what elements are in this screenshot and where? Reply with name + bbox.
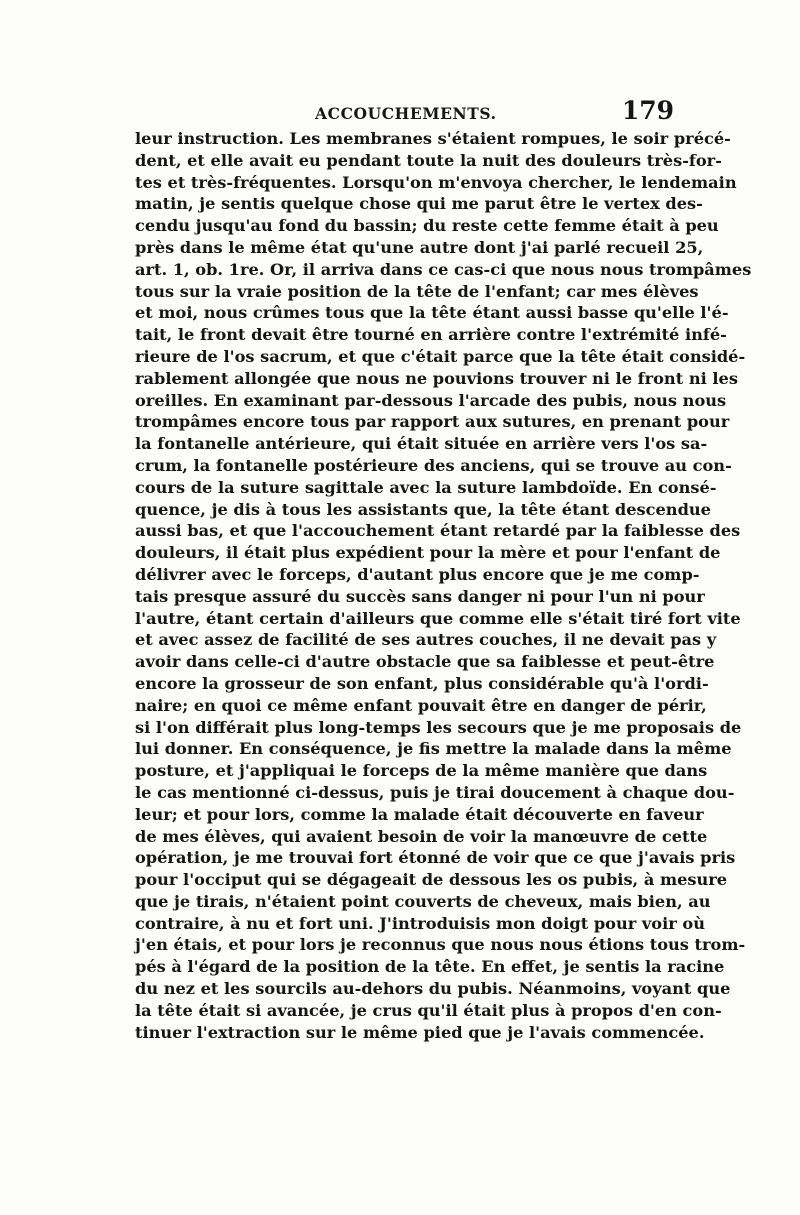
- text-line: le cas mentionné ci-dessus, puis je tirai doucement à chaque dou-: [135, 782, 735, 802]
- text-line: tais presque assuré du succès sans danger ni pour l'un ni pour: [135, 586, 705, 606]
- text-line: la fontanelle antérieure, qui était située en arrière vers l'os sa-: [135, 434, 708, 454]
- running-head: [140, 96, 680, 126]
- text-line: et avec assez de facilité de ses autres couches, il ne devait pas y: [135, 630, 717, 650]
- text-line: du nez et les sourcils au-dehors du pubis. Néanmoins, voyant que: [135, 979, 731, 999]
- text-line: crum, la fontanelle postérieure des anciens, qui se trouve au con-: [135, 455, 732, 475]
- text-line: tinuer l'extraction sur le même pied que je l'avais commencée.: [135, 1022, 705, 1042]
- text-line: trompâmes encore tous par rapport aux sutures, en prenant pour: [135, 412, 730, 432]
- text-line: délivrer avec le forceps, d'autant plus encore que je me comp-: [135, 564, 700, 584]
- text-line: j'en étais, et pour lors je reconnus que nous nous étions tous trom-: [135, 935, 746, 955]
- text-line: posture, et j'appliquai le forceps de la même manière que dans: [135, 761, 708, 781]
- text-line: naire; en quoi ce même enfant pouvait être en danger de périr,: [135, 695, 707, 715]
- text-line: quence, je dis à tous les assistants que, la tête étant descendue: [135, 499, 711, 519]
- text-line: de mes élèves, qui avaient besoin de voir la manœuvre de cette: [135, 826, 708, 846]
- text-line: encore la grosseur de son enfant, plus considérable qu'à l'ordi-: [135, 673, 709, 693]
- text-line: tous sur la vraie position de la tête de l'enfant; car mes élèves: [135, 281, 699, 301]
- text-line: si l'on différait plus long-temps les secours que je me proposais de: [135, 717, 742, 737]
- text-line: cours de la suture sagittale avec la suture lambdoïde. En consé-: [135, 477, 717, 497]
- text-line: leur; et pour lors, comme la malade était découverte en faveur: [135, 804, 704, 824]
- text-line: leur instruction. Les membranes s'étaient rompues, le soir précé-: [135, 129, 731, 148]
- text-line: matin, je sentis quelque chose qui me parut être le vertex des-: [135, 194, 703, 214]
- text-line: l'autre, étant certain d'ailleurs que comme elle s'était tiré fort vite: [135, 608, 741, 628]
- text-line: aussi bas, et que l'accouchement étant retardé par la faiblesse des: [135, 521, 741, 541]
- text-line: douleurs, il était plus expédient pour la mère et pour l'enfant de: [135, 543, 721, 563]
- text-line: tait, le front devait être tourné en arrière contre l'extrémité infé-: [135, 325, 727, 345]
- text-line: tes et très-fréquentes. Lorsqu'on m'envoya chercher, le lendemain: [135, 172, 737, 192]
- page-number: 179: [621, 96, 674, 125]
- text-line: la tête était si avancée, je crus qu'il était plus à propos d'en con-: [135, 1000, 722, 1020]
- text-line: rablement allongée que nous ne pouvions trouver ni le front ni les: [135, 368, 738, 388]
- text-line: près dans le même état qu'une autre dont j'ai parlé recueil 25,: [135, 237, 704, 257]
- text-line: rieure de l'os sacrum, et que c'était parce que la tête était considé-: [135, 346, 746, 366]
- body-text: [135, 128, 752, 1043]
- running-title: ACCOUCHEMENTS.: [315, 104, 497, 123]
- text-line: opération, je me trouvai fort étonné de voir que ce que j'avais pris: [135, 848, 736, 868]
- text-line: oreilles. En examinant par-dessous l'arcade des pubis, nous nous: [135, 390, 727, 410]
- text-line: pour l'occiput qui se dégageait de dessous les os pubis, à mesure: [135, 870, 728, 890]
- text-line: contraire, à nu et fort uni. J'introduisis mon doigt pour voir où: [135, 913, 705, 933]
- text-line: avoir dans celle-ci d'autre obstacle que sa faiblesse et peut-être: [135, 652, 715, 672]
- text-line: et moi, nous crûmes tous que la tête étant aussi basse qu'elle l'é-: [135, 303, 729, 323]
- text-line: lui donner. En conséquence, je fis mettre la malade dans la même: [135, 739, 732, 759]
- text-line: que je tirais, n'étaient point couverts de cheveux, mais bien, au: [135, 891, 711, 911]
- text-line: art. 1, ob. 1re. Or, il arriva dans ce cas-ci que nous nous trompâmes: [135, 259, 752, 279]
- text-line: dent, et elle avait eu pendant toute la nuit des douleurs très-for-: [135, 150, 722, 170]
- text-line: cendu jusqu'au fond du bassin; du reste cette femme était à peu: [135, 216, 719, 236]
- text-line: pés à l'égard de la position de la tête. En effet, je sentis la racine: [135, 957, 725, 977]
